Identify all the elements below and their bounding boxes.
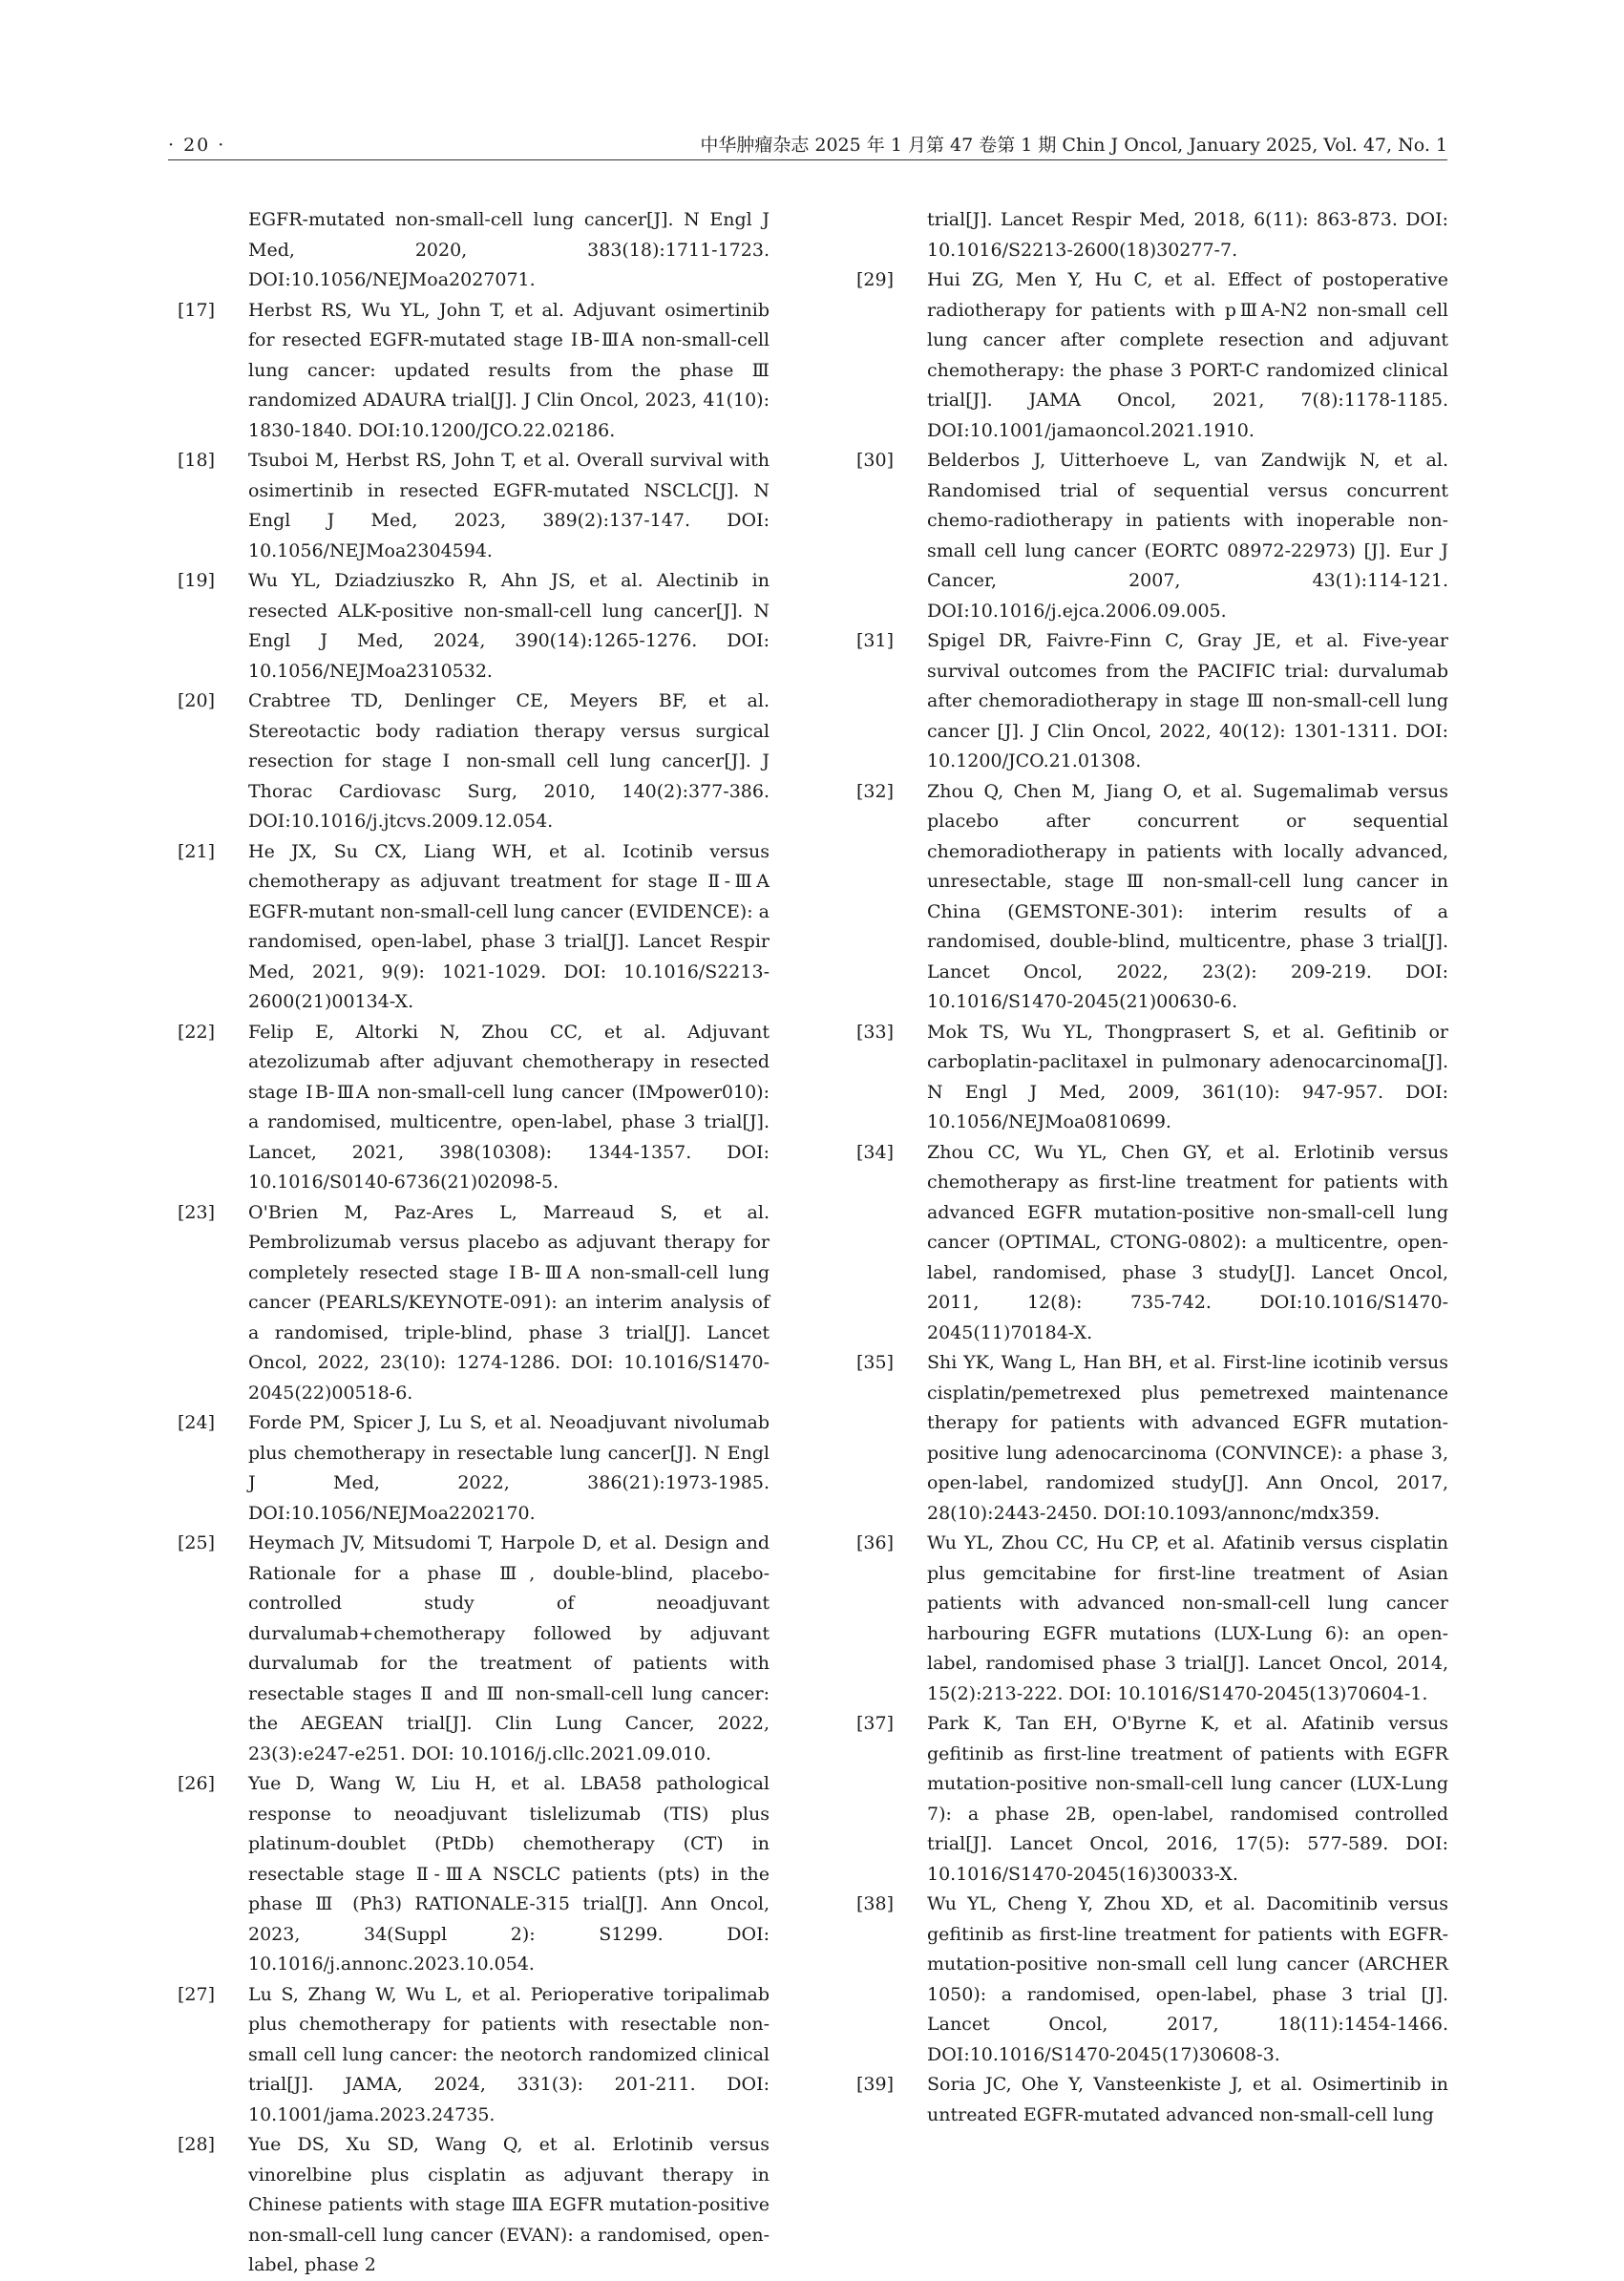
reference-number: [29] <box>856 269 895 290</box>
reference-number: [21] <box>178 840 216 862</box>
reference-item <box>856 777 1448 1018</box>
reference-item <box>178 566 770 686</box>
reference-item <box>856 1529 1448 1709</box>
reference-number: [34] <box>856 1141 895 1163</box>
reference-text: He JX, Su CX, Liang WH, et al. Icotinib versus chemotherapy as adjuvant treatment for stage Ⅱ-ⅢA EGFR-mutant non-small-cell lung cancer (EVIDENCE): a randomised, open-label, phase 3 trial[J]. Lancet Respir Med, 2021, 9(9): 1021-1029. DOI: 10.1016/S2213-2600(21)00134-X. <box>248 840 770 1012</box>
reference-number: [37] <box>856 1713 895 1734</box>
reference-number: [31] <box>856 630 895 651</box>
reference-text: O'Brien M, Paz-Ares L, Marreaud S, et al. Pembrolizumab versus placebo as adjuvant therapy for completely resected stage ⅠB-ⅢA non-small-cell lung cancer (PEARLS/KEYNOTE-091): an interim analysis of a randomised, triple-blind, phase 3 trial[J]. Lancet Oncol, 2022, 23(10): 1274-1286. DOI: 10.1016/S1470-2045(22)00518-6. <box>248 1201 770 1404</box>
header-rule <box>168 159 1447 160</box>
reference-number: [20] <box>178 690 216 711</box>
reference-number: [23] <box>178 1201 216 1223</box>
reference-item <box>178 1198 770 1409</box>
reference-item <box>178 1769 770 1980</box>
running-header <box>168 132 1447 158</box>
reference-list-left <box>178 296 770 2281</box>
reference-item <box>178 837 770 1018</box>
reference-number: [28] <box>178 2134 216 2155</box>
reference-text: Zhou Q, Chen M, Jiang O, et al. Sugemalimab versus placebo after concurrent or sequential chemoradiotherapy in patients with locally advanced, unresectable, stage Ⅲ non-small-cell lung cancer in China (GEMSTONE-301): interim results of a randomised, double-blind, multicentre, phase 3 trial[J]. Lancet Oncol, 2022, 23(2): 209-219. DOI: 10.1016/S1470-2045(21)00630-6. <box>927 780 1448 1012</box>
reference-item <box>178 686 770 837</box>
reference-text: Herbst RS, Wu YL, John T, et al. Adjuvant osimertinib for resected EGFR-mutated stage ⅠB-ⅢA non-small-cell lung cancer: updated results from the phase Ⅲ randomized ADAURA trial[J]. J Clin Oncol, 2023, 41(10): 1830-1840. DOI:10.1200/JCO.22.02186. <box>248 299 770 441</box>
reference-item <box>856 1890 1448 2070</box>
reference-item <box>178 1529 770 1769</box>
reference-item <box>178 446 770 566</box>
reference-number: [24] <box>178 1412 216 1433</box>
reference-item <box>856 446 1448 626</box>
reference-number: [36] <box>856 1532 895 1553</box>
reference-number: [18] <box>178 450 216 471</box>
reference-number: [27] <box>178 1983 216 2005</box>
reference-continuation: trial[J]. Lancet Respir Med, 2018, 6(11): 863-873. DOI: 10.1016/S2213-2600(18)30277-7. <box>927 209 1448 261</box>
reference-text: Felip E, Altorki N, Zhou CC, et al. Adjuvant atezolizumab after adjuvant chemotherapy in resected stage ⅠB-ⅢA non-small-cell lung cancer (IMpower010): a randomised, multicentre, open-label, phase 3 trial[J]. Lancet, 2021, 398(10308): 1344-1357. DOI: 10.1016/S0140-6736(21)02098-5. <box>248 1021 770 1193</box>
reference-item <box>856 1348 1448 1529</box>
reference-item <box>856 1709 1448 1890</box>
reference-text: Yue DS, Xu SD, Wang Q, et al. Erlotinib versus vinorelbine plus cisplatin as adjuvant therapy in Chinese patients with stage ⅢA EGFR mutation-positive non-small-cell lung cancer (EVAN): a randomised, open-label, phase 2 <box>248 2134 770 2275</box>
reference-number: [26] <box>178 1773 216 1794</box>
reference-text: Wu YL, Zhou CC, Hu CP, et al. Afatinib versus cisplatin plus gemcitabine for first-line treatment of Asian patients with advanced non-small-cell lung cancer harbouring EGFR mutations (LUX-Lung 6): an open-label, randomised phase 3 trial[J]. Lancet Oncol, 2014, 15(2):213-222. DOI: 10.1016/S1470-2045(13)70604-1. <box>927 1532 1448 1704</box>
reference-number: [35] <box>856 1352 895 1373</box>
reference-column-right <box>856 205 1448 2130</box>
reference-text: Heymach JV, Mitsudomi T, Harpole D, et al. Design and Rationale for a phase Ⅲ, double-blind, placebo-controlled study of neoadjuvant durvalumab+chemotherapy followed by adjuvant durvalumab for the treatment of patients with resectable stages Ⅱ and Ⅲ non-small-cell lung cancer: the AEGEAN trial[J]. Clin Lung Cancer, 2022, 23(3):e247-e251. DOI: 10.1016/j.cllc.2021.09.010. <box>248 1532 770 1764</box>
reference-item <box>178 1408 770 1529</box>
reference-item <box>856 1018 1448 1138</box>
reference-item <box>856 1138 1448 1349</box>
reference-item <box>178 296 770 447</box>
reference-number: [17] <box>178 299 216 321</box>
reference-text: Zhou CC, Wu YL, Chen GY, et al. Erlotinib versus chemotherapy as first-line treatment for patients with advanced EGFR mutation-positive non-small-cell lung cancer (OPTIMAL, CTONG-0802): a multicentre, open-label, randomised, phase 3 study[J]. Lancet Oncol, 2011, 12(8): 735-742. DOI:10.1016/S1470-2045(11)70184-X. <box>927 1141 1448 1343</box>
reference-text: Hui ZG, Men Y, Hu C, et al. Effect of postoperative radiotherapy for patients with pⅢA-N2 non-small cell lung cancer after complete resection and adjuvant chemotherapy: the phase 3 PORT-C randomized clinical trial[J]. JAMA Oncol, 2021, 7(8):1178-1185. DOI:10.1001/jamaoncol.2021.1910. <box>927 269 1448 441</box>
reference-text: Belderbos J, Uitterhoeve L, van Zandwijk N, et al. Randomised trial of sequential versus concurrent chemo-radiotherapy in patients with inoperable non-small cell lung cancer (EORTC 08972-22973) [J]. Eur J Cancer, 2007, 43(1):114-121. DOI:10.1016/j.ejca.2006.09.005. <box>927 450 1448 622</box>
reference-item <box>856 626 1448 777</box>
reference-item <box>856 265 1448 446</box>
reference-text: Shi YK, Wang L, Han BH, et al. First-line icotinib versus cisplatin/pemetrexed plus pemetrexed maintenance therapy for patients with advanced EGFR mutation-positive lung adenocarcinoma (CONVINCE): a phase 3, open-label, randomized study[J]. Ann Oncol, 2017, 28(10):2443-2450. DOI:10.1093/annonc/mdx359. <box>927 1352 1448 1524</box>
reference-item <box>178 2130 770 2281</box>
reference-text: Soria JC, Ohe Y, Vansteenkiste J, et al. Osimertinib in untreated EGFR-mutated advanced non-small-cell lung <box>927 2074 1448 2125</box>
reference-number: [33] <box>856 1021 895 1043</box>
journal-citation: 中华肿瘤杂志 2025 年 1 月第 47 卷第 1 期 Chin J Oncol, January 2025, Vol. 47, No. 1 <box>700 135 1447 156</box>
reference-text: Tsuboi M, Herbst RS, John T, et al. Overall survival with osimertinib in resected EGFR-mutated NSCLC[J]. N Engl J Med, 2023, 389(2):137-147. DOI: 10.1056/NEJMoa2304594. <box>248 450 770 561</box>
reference-number: [22] <box>178 1021 216 1043</box>
reference-item <box>178 1980 770 2131</box>
reference-text: Forde PM, Spicer J, Lu S, et al. Neoadjuvant nivolumab plus chemotherapy in resectable lung cancer[J]. N Engl J Med, 2022, 386(21):1973-1985. DOI:10.1056/NEJMoa2202170. <box>248 1412 770 1524</box>
reference-number: [25] <box>178 1532 216 1553</box>
reference-text: Crabtree TD, Denlinger CE, Meyers BF, et al. Stereotactic body radiation therapy versus surgical resection for stage Ⅰ non-small cell lung cancer[J]. J Thorac Cardiovasc Surg, 2010, 140(2):377-386. DOI:10.1016/j.jtcvs.2009.12.054. <box>248 690 770 832</box>
reference-number: [39] <box>856 2074 895 2095</box>
reference-number: [32] <box>856 780 895 802</box>
reference-number: [38] <box>856 1893 895 1914</box>
reference-text: Park K, Tan EH, O'Byrne K, et al. Afatinib versus gefitinib as first-line treatment of patients with EGFR mutation-positive non-small-cell lung cancer (LUX-Lung 7): a phase 2B, open-label, randomised controlled trial[J]. Lancet Oncol, 2016, 17(5): 577-589. DOI: 10.1016/S1470-2045(16)30033-X. <box>927 1713 1448 1885</box>
reference-text: Wu YL, Cheng Y, Zhou XD, et al. Dacomitinib versus gefitinib as first-line treatment for patients with EGFR-mutation-positive non-small cell lung cancer (ARCHER 1050): a randomised, open-label, phase 3 trial [J]. Lancet Oncol, 2017, 18(11):1454-1466. DOI:10.1016/S1470-2045(17)30608-3. <box>927 1893 1448 2065</box>
reference-item <box>856 2070 1448 2130</box>
reference-text: Spigel DR, Faivre-Finn C, Gray JE, et al. Five-year survival outcomes from the PACIFIC trial: durvalumab after chemoradiotherapy in stage Ⅲ non-small-cell lung cancer [J]. J Clin Oncol, 2022, 40(12): 1301-1311. DOI: 10.1200/JCO.21.01308. <box>927 630 1448 771</box>
reference-text: Yue D, Wang W, Liu H, et al. LBA58 pathological response to neoadjuvant tislelizumab (TIS) plus platinum-doublet (PtDb) chemotherapy (CT) in resectable stage Ⅱ-ⅢA NSCLC patients (pts) in the phase Ⅲ (Ph3) RATIONALE-315 trial[J]. Ann Oncol, 2023, 34(Suppl 2): S1299. DOI: 10.1016/j.annonc.2023.10.054. <box>248 1773 770 1975</box>
reference-continuation: EGFR-mutated non-small-cell lung cancer[J]. N Engl J Med, 2020, 383(18):1711-1723. DOI:10.1056/NEJMoa2027071. <box>248 209 770 290</box>
reference-item <box>178 1018 770 1198</box>
page-number: · 20 · <box>168 135 226 156</box>
reference-list-right <box>856 265 1448 2130</box>
reference-text: Mok TS, Wu YL, Thongprasert S, et al. Gefitinib or carboplatin-paclitaxel in pulmonary adenocarcinoma[J]. N Engl J Med, 2009, 361(10): 947-957. DOI: 10.1056/NEJMoa0810699. <box>927 1021 1448 1132</box>
reference-text: Wu YL, Dziadziuszko R, Ahn JS, et al. Alectinib in resected ALK-positive non-small-cell lung cancer[J]. N Engl J Med, 2024, 390(14):1265-1276. DOI: 10.1056/NEJMoa2310532. <box>248 570 770 682</box>
reference-number: [30] <box>856 450 895 471</box>
reference-column-left <box>178 205 770 2281</box>
reference-number: [19] <box>178 570 216 591</box>
reference-text: Lu S, Zhang W, Wu L, et al. Perioperative toripalimab plus chemotherapy for patients with resectable non-small cell lung cancer: the neotorch randomized clinical trial[J]. JAMA, 2024, 331(3): 201-211. DOI: 10.1001/jama.2023.24735. <box>248 1983 770 2125</box>
